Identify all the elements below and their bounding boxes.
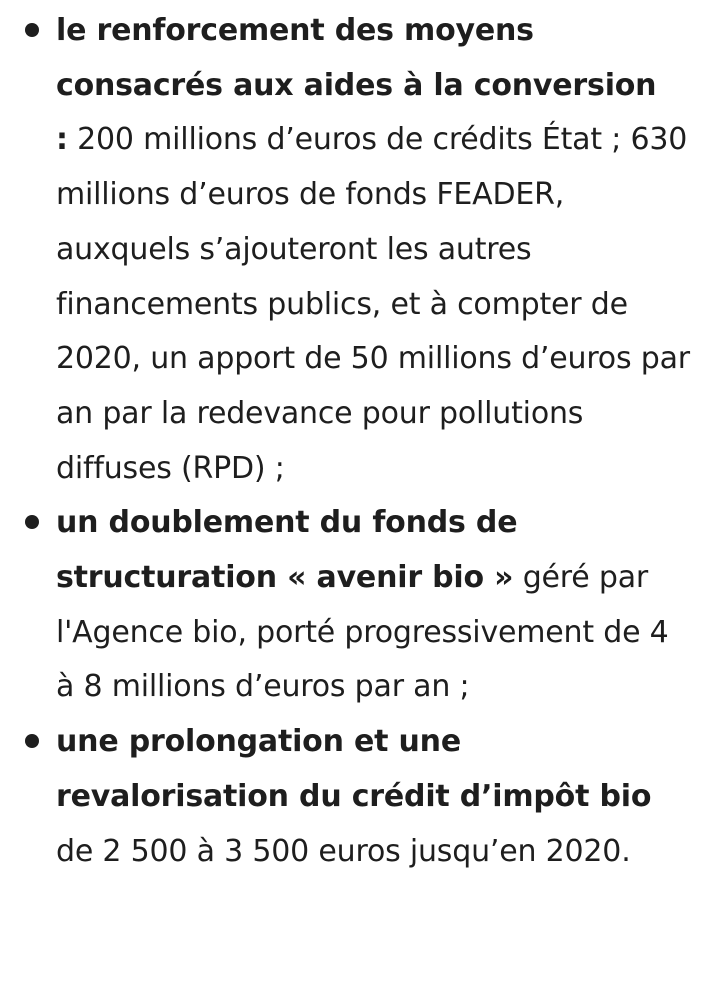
measures-list [56, 4, 696, 879]
item-text: 200 millions d’euros de crédits État ; 630 millions d’euros de fonds FEADER, auxquels s’ajouteront les autres financements publics, et à compter de 2020, un apport de 50 millions d’euros par an par la redevance pour pollutions diffuses (RPD) ; [56, 122, 690, 486]
item-text: de 2 500 à 3 500 euros jusqu’en 2020. [56, 833, 631, 869]
item-text: géré par l'Agence bio, porté progressivement de 4 à 8 millions d’euros par an ; [56, 560, 669, 705]
item-bold-text: un doublement du fonds de structuration « avenir bio » [56, 505, 518, 596]
list-item [56, 4, 696, 496]
list-item [56, 496, 696, 715]
bullet-icon [25, 734, 39, 748]
item-bold-text: le renforcement des moyens consacrés aux aides à la conversion : [56, 13, 657, 158]
list-item [56, 715, 696, 879]
item-bold-text: une prolongation et une revalorisation du crédit d’impôt bio [56, 724, 652, 814]
bullet-icon [25, 515, 39, 529]
bullet-icon [25, 23, 39, 37]
